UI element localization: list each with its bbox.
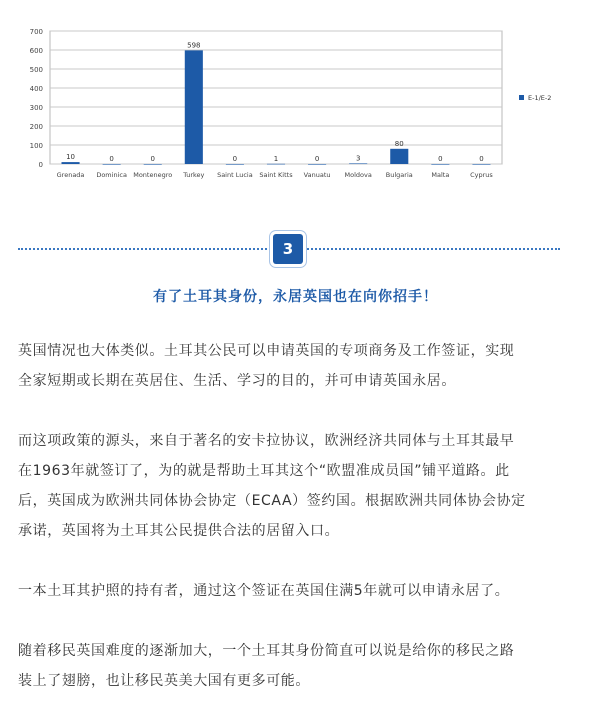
- x-tick-label: Saint Kitts: [259, 171, 293, 179]
- paragraph-line: 随着移民英国难度的逐渐加大，一个土耳其身份简直可以说是给你的移民之路: [18, 643, 515, 659]
- x-tick-label: Saint Lucia: [217, 171, 253, 179]
- x-tick-label: Grenada: [56, 171, 85, 179]
- bar-dominica: [103, 164, 121, 165]
- bar-malta: [431, 164, 449, 165]
- data-label: 0: [232, 155, 238, 163]
- paragraph-five-years: [18, 576, 573, 606]
- paragraph-line: 在1963年就签订了，为的就是帮助土耳其这个“欧盟准成员国”铺平道路。此: [18, 463, 510, 479]
- x-tick-label: Malta: [431, 171, 450, 179]
- bar-turkey: [185, 50, 203, 164]
- bar-cyprus: [472, 164, 490, 165]
- x-tick-label: Vanuatu: [303, 171, 331, 179]
- section-number-badge: 3: [273, 234, 303, 264]
- paragraph-line: 而这项政策的源头，来自于著名的安卡拉协议，欧洲经济共同体与土耳其最早: [18, 433, 515, 449]
- data-label: 598: [187, 41, 201, 50]
- section-heading: 有了土耳其身份，永居英国也在向你招手！: [153, 289, 438, 305]
- x-tick-label: Montenegro: [133, 171, 173, 179]
- section-divider-left: [18, 248, 274, 250]
- y-tick-label: 0: [38, 161, 43, 169]
- y-tick-label: 200: [29, 123, 43, 131]
- paragraph-ankara-agreement: [18, 426, 573, 546]
- data-label: 10: [66, 153, 76, 162]
- paragraph-line: 一本土耳其护照的持有者，通过这个签证在英国住满5年就可以申请永居了。: [18, 583, 510, 599]
- data-label: 80: [394, 139, 404, 148]
- data-label: 0: [314, 155, 320, 163]
- bar-chart: [0, 0, 591, 190]
- data-label: 0: [150, 155, 155, 163]
- x-tick-label: Dominica: [96, 171, 127, 179]
- y-tick-label: 700: [29, 28, 43, 36]
- y-tick-label: 100: [29, 142, 43, 150]
- paragraph-conclusion: [18, 636, 573, 696]
- paragraph-line: 全家短期或长期在英居住、生活、学习的目的，并可申请英国永居。: [18, 373, 456, 389]
- bar-vanuatu: [308, 164, 326, 165]
- bar-moldova: [349, 163, 367, 164]
- chart-canvas: [0, 0, 591, 190]
- x-tick-label: Turkey: [183, 171, 205, 179]
- bar-grenada: [62, 162, 80, 164]
- bar-montenegro: [144, 164, 162, 165]
- y-tick-label: 400: [29, 85, 43, 93]
- legend-swatch: [519, 95, 524, 100]
- data-label: 0: [479, 155, 484, 163]
- plot-area: [50, 31, 502, 164]
- paragraph-line: 承诺，英国将为土耳其公民提供合法的居留入口。: [18, 523, 340, 539]
- x-tick-label: Cyprus: [470, 171, 493, 179]
- paragraph-line: 后，英国成为欧洲共同体协会协定（ECAA）签约国。根据欧洲共同体协会协定: [18, 493, 526, 509]
- data-label: 3: [355, 154, 361, 163]
- data-label: 1: [273, 154, 279, 163]
- section-divider-right: [304, 248, 560, 250]
- data-label: 0: [438, 155, 443, 163]
- data-label: 0: [109, 155, 114, 163]
- paragraph-uk-visa: [18, 336, 573, 396]
- y-tick-label: 600: [29, 47, 43, 55]
- paragraph-line: 装上了翅膀，也让移民英美大国有更多可能。: [18, 673, 310, 689]
- bar-bulgaria: [390, 149, 408, 164]
- legend-label: E-1/E-2: [528, 94, 552, 102]
- x-tick-label: Bulgaria: [385, 171, 413, 179]
- y-tick-label: 300: [29, 104, 43, 112]
- bar-saint-kitts: [267, 164, 285, 165]
- x-tick-label: Moldova: [344, 171, 372, 179]
- y-tick-label: 500: [29, 66, 43, 74]
- bar-saint-lucia: [226, 164, 244, 165]
- paragraph-line: 英国情况也大体类似。土耳其公民可以申请英国的专项商务及工作签证，实现: [18, 343, 515, 359]
